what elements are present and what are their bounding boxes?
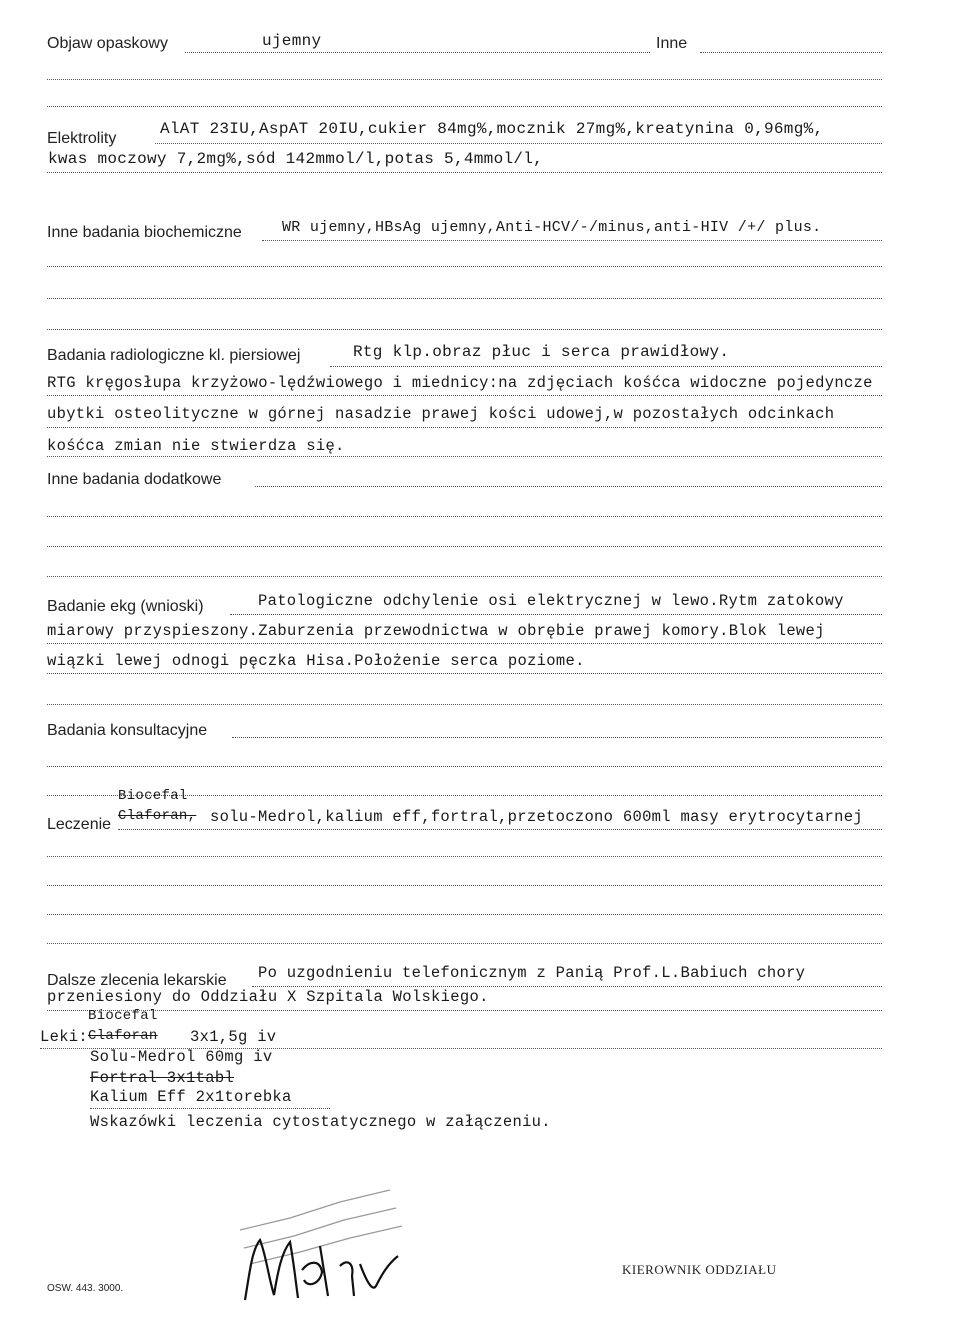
dalsze-line2: przeniesiony do Oddziału X Szpitala Wolskiego. (47, 988, 489, 1006)
leki-struck: Claforan (88, 1028, 158, 1044)
leki-line5: Wskazówki leczenia cytostatycznego w załączeniu. (90, 1113, 551, 1131)
blank-line-2 (47, 106, 882, 107)
elektrolity-line1: AlAT 23IU,AspAT 20IU,cukier 84mg%,mocznik 27mg%,kreatynina 0,96mg%, (160, 120, 824, 138)
blank-line-8 (47, 576, 882, 577)
blank-line-12 (47, 856, 882, 857)
blank-line-14 (47, 914, 882, 915)
ekg-underline-1 (230, 614, 882, 615)
biochem-label: Inne badania biochemiczne (47, 224, 242, 241)
blank-line-1 (47, 79, 882, 80)
stamp-signature-graphic (170, 1160, 450, 1310)
inne-label: Inne (656, 35, 688, 52)
blank-line-4 (47, 298, 882, 299)
leki-line4-underline (90, 1108, 330, 1109)
leki-label: Leki: (40, 1028, 89, 1046)
objaw-label: Objaw opaskowy (47, 35, 168, 52)
dalsze-underline-2 (47, 1010, 882, 1011)
rtg-underline-2 (47, 427, 882, 428)
footer-code: OSW. 443. 3000. (47, 1283, 124, 1294)
blank-line-6 (47, 516, 882, 517)
rtg-line1: RTG kręgosłupa krzyżowo-lędźwiowego i miednicy:na zdjęciach kośćca widoczne pojedyncze (47, 374, 873, 392)
blank-line-3 (47, 266, 882, 267)
rtg-underline-1 (47, 395, 882, 396)
biochem-value: WR ujemny,HBsAg ujemny,Anti-HCV/-/minus,anti-HIV /+/ plus. (282, 219, 822, 236)
radio-value: Rtg klp.obraz płuc i serca prawidłowy. (353, 343, 730, 361)
ekg-label: Badanie ekg (wnioski) (47, 598, 204, 615)
biochem-underline (262, 240, 882, 241)
leczenie-value: solu-Medrol,kalium eff,fortral,przetoczono 600ml masy erytrocytarnej (210, 808, 863, 826)
dalsze-line1: Po uzgodnieniu telefonicznym z Panią Prof.L.Babiuch chory (258, 964, 806, 982)
elektrolity-underline (155, 143, 882, 144)
leczenie-label: Leczenie (47, 816, 112, 833)
radio-label: Badania radiologiczne kl. piersiowej (47, 347, 301, 364)
blank-line-13 (47, 885, 882, 886)
dodatkowe-underline (255, 486, 882, 487)
elektrolity-underline-2 (47, 172, 882, 173)
ekg-line1: Patologiczne odchylenie osi elektrycznej w lewo.Rytm zatokowy (258, 592, 844, 610)
dodatkowe-label: Inne badania dodatkowe (47, 471, 222, 488)
leki-above: Biocefal (88, 1008, 158, 1024)
leczenie-underline (118, 829, 882, 830)
leki-line2: Solu-Medrol 60mg iv (90, 1048, 273, 1066)
leki-line4: Kalium Eff 2x1torebka (90, 1088, 292, 1106)
radio-underline (330, 366, 882, 367)
objaw-line (185, 52, 650, 53)
kierownik-label: KIEROWNIK ODDZIAŁU (622, 1262, 777, 1277)
blank-line-10 (47, 766, 882, 767)
ekg-line2: miarowy przyspieszony.Zaburzenia przewodnictwa w obrębie prawej komory.Blok lewej (47, 622, 825, 640)
ekg-underline-2 (47, 643, 882, 644)
konsultacyjne-underline (232, 737, 882, 738)
blank-line-15 (47, 943, 882, 944)
konsultacyjne-label: Badania konsultacyjne (47, 722, 208, 739)
blank-line-5 (47, 329, 882, 330)
leki-line1: 3x1,5g iv (190, 1028, 277, 1046)
elektrolity-line2: kwas moczowy 7,2mg%,sód 142mmol/l,potas 5,4mmol/l, (48, 150, 544, 168)
ekg-line3: wiązki lewej odnogi pęczka Hisa.Położenie serca poziome. (47, 652, 585, 670)
blank-line-7 (47, 546, 882, 547)
rtg-underline-3 (47, 456, 882, 457)
leczenie-struck: Claforan, (118, 808, 197, 824)
objaw-value: ujemny (262, 32, 322, 50)
ekg-underline-3 (47, 673, 882, 674)
dalsze-label: Dalsze zlecenia lekarskie (47, 972, 227, 989)
inne-line (700, 52, 882, 53)
rtg-line2: ubytki osteolityczne w górnej nasadzie prawej kości udowej,w pozostałych odcinkach (47, 405, 835, 423)
rtg-line3: kośćca zmian nie stwierdza się. (47, 437, 345, 455)
leki-line3: Fortral 3x1tabl (90, 1069, 235, 1087)
elektrolity-label: Elektrolity (47, 130, 117, 147)
blank-line-9 (47, 704, 882, 705)
leczenie-above: Biocefal (118, 788, 188, 804)
dalsze-underline (252, 986, 882, 987)
